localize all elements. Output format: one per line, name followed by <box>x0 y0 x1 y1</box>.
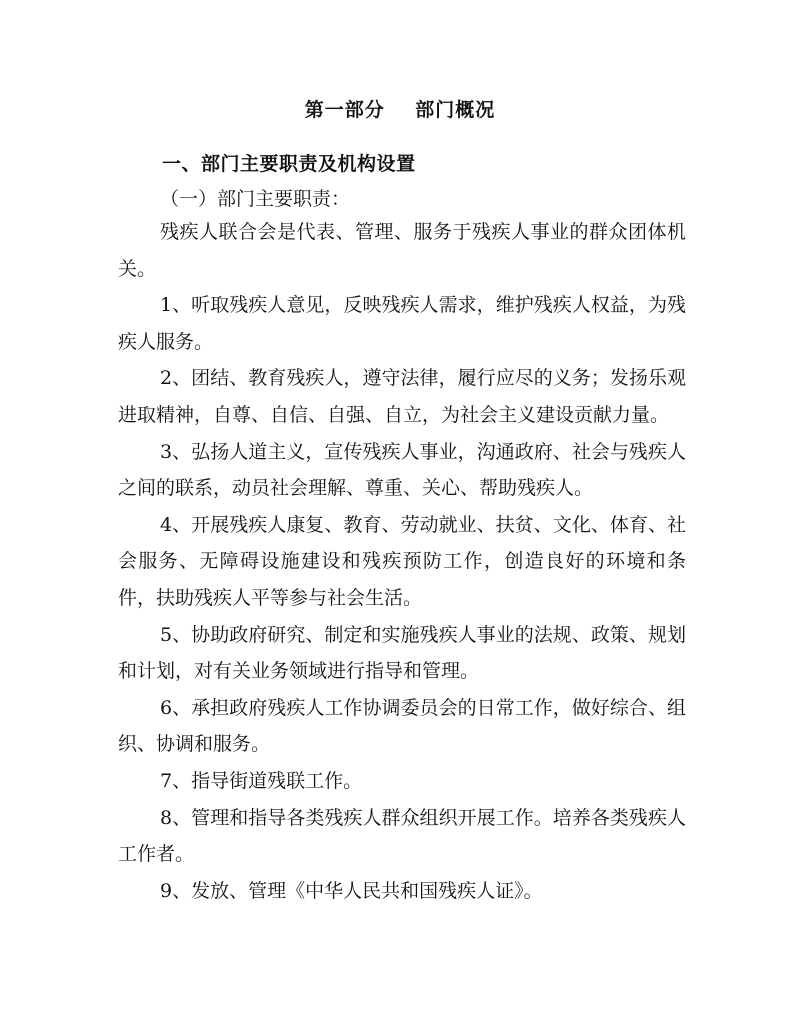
paragraph-duty-1: 1、听取残疾人意见，反映残疾人需求，维护残疾人权益，为残疾人服务。 <box>118 294 686 353</box>
body-text <box>118 214 686 909</box>
sub-heading: （一）部门主要职责： <box>160 188 351 210</box>
paragraph-duty-5: 5、协助政府研究、制定和实施残疾人事业的法规、政策、规划和计划，对有关业务领域进行指导和管理。 <box>118 623 686 683</box>
paragraph-duty-9: 9、发放、管理《中华人民共和国残疾人证》。 <box>160 879 543 902</box>
section-heading: 一、部门主要职责及机构设置 <box>162 153 416 175</box>
paragraph-duty-8: 8、管理和指导各类残疾人群众组织开展工作。培养各类残疾人工作者。 <box>118 806 686 866</box>
paragraph-duty-2: 2、团结、教育残疾人，遵守法律，履行应尽的义务；发扬乐观进取精神，自尊、自信、自强、自立，为社会主义建设贡献力量。 <box>118 367 686 426</box>
paragraph-duty-3: 3、弘扬人道主义，宣传残疾人事业，沟通政府、社会与残疾人之间的联系，动员社会理解、尊重、关心、帮助残疾人。 <box>118 440 686 500</box>
paragraph-duty-4: 4、开展残疾人康复、教育、劳动就业、扶贫、文化、体育、社会服务、无障碍设施建设和残疾预防工作，创造良好的环境和条件，扶助残疾人平等参与社会生活。 <box>118 513 686 609</box>
paragraph-duty-7: 7、指导街道残联工作。 <box>160 769 363 792</box>
paragraph-intro: 残疾人联合会是代表、管理、服务于残疾人事业的群众团体机关。 <box>118 221 686 280</box>
paragraph-duty-6: 6、承担政府残疾人工作协调委员会的日常工作，做好综合、组织、协调和服务。 <box>118 696 686 756</box>
part-title: 第一部分 部门概况 <box>304 99 496 121</box>
